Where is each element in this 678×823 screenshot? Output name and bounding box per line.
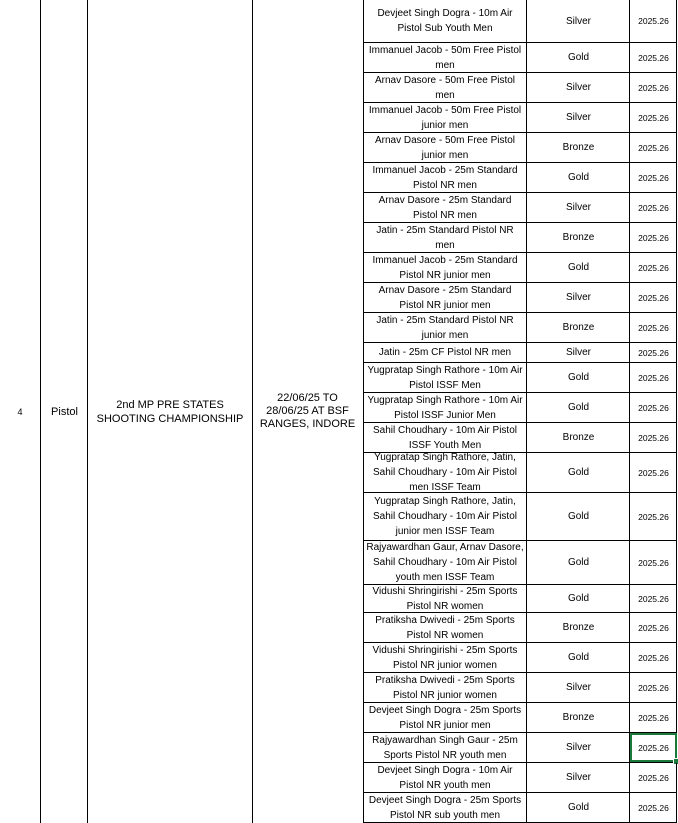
event-description-cell[interactable]: Immanuel Jacob - 50m Free Pistol junior men	[364, 103, 527, 132]
table-row	[363, 193, 677, 223]
medal-cell[interactable]: Gold	[528, 585, 630, 612]
year-cell[interactable]: 2025.26	[630, 733, 677, 762]
medal-cell[interactable]: Silver	[528, 73, 630, 102]
table-row	[363, 363, 677, 393]
table-row	[363, 73, 677, 103]
year-cell[interactable]: 2025.26	[638, 772, 669, 783]
table-row	[363, 793, 677, 823]
event-description-cell[interactable]: Yugpratap Singh Rathore, Jatin, Sahil Choudhary - 10m Air Pistol junior men ISSF Team	[364, 493, 527, 540]
table-row	[363, 103, 677, 133]
event-description-cell[interactable]: Sahil Choudhary - 10m Air Pistol ISSF Youth Men	[364, 423, 527, 452]
table-row	[363, 163, 677, 193]
year-cell[interactable]: 2025.26	[638, 432, 669, 443]
year-cell[interactable]: 2025.26	[638, 347, 669, 358]
year-cell[interactable]: 2025.26	[638, 82, 669, 93]
table-row	[363, 43, 677, 73]
year-cell[interactable]: 2025.26	[638, 262, 669, 273]
table-row	[363, 703, 677, 733]
year-cell[interactable]: 2025.26	[638, 172, 669, 183]
event-description-cell[interactable]: Pratiksha Dwivedi - 25m Sports Pistol NR junior women	[364, 673, 527, 702]
medal-cell[interactable]: Bronze	[528, 423, 630, 452]
medal-cell[interactable]: Gold	[528, 541, 630, 584]
table-row	[363, 253, 677, 283]
medal-cell[interactable]: Silver	[528, 193, 630, 222]
event-description-cell[interactable]: Arnav Dasore - 50m Free Pistol men	[364, 73, 527, 102]
year-cell[interactable]: 2025.26	[638, 682, 669, 693]
event-description-cell[interactable]: Yugpratap Singh Rathore - 10m Air Pistol ISSF Junior Men	[364, 393, 527, 422]
medal-cell[interactable]: Bronze	[528, 703, 630, 732]
medal-cell[interactable]: Gold	[528, 793, 630, 822]
medal-cell[interactable]: Gold	[528, 393, 630, 422]
medal-cell[interactable]: Silver	[528, 763, 630, 792]
event-description-cell[interactable]: Jatin - 25m Standard Pistol NR men	[364, 223, 527, 252]
year-cell[interactable]: 2025.26	[638, 292, 669, 303]
table-row	[363, 313, 677, 343]
event-description-cell[interactable]: Immanuel Jacob - 25m Standard Pistol NR men	[364, 163, 527, 192]
event-description-cell[interactable]: Devjeet Singh Dogra - 10m Air Pistol Sub Youth Men	[364, 0, 527, 42]
table-row	[363, 223, 677, 253]
table-row	[363, 133, 677, 163]
year-cell[interactable]: 2025.26	[638, 202, 669, 213]
medal-cell[interactable]: Gold	[528, 43, 630, 72]
event-description-cell[interactable]: Arnav Dasore - 50m Free Pistol junior men	[364, 133, 527, 162]
date-venue-cell[interactable]: 22/06/25 TO 28/06/25 AT BSF RANGES, INDORE	[259, 392, 356, 430]
event-description-cell[interactable]: Arnav Dasore - 25m Standard Pistol NR junior men	[364, 283, 527, 312]
event-description-cell[interactable]: Vidushi Shringirishi - 25m Sports Pistol NR women	[364, 585, 527, 612]
year-cell[interactable]: 2025.26	[638, 232, 669, 243]
year-cell[interactable]: 2025.26	[638, 557, 669, 568]
table-row	[363, 763, 677, 793]
table-row	[363, 453, 677, 493]
year-cell[interactable]: 2025.26	[638, 467, 669, 478]
medal-cell[interactable]: Silver	[528, 733, 630, 762]
medal-cell[interactable]: Silver	[528, 0, 630, 42]
year-cell[interactable]: 2025.26	[638, 16, 669, 26]
table-row	[363, 643, 677, 673]
event-description-cell[interactable]: Yugpratap Singh Rathore, Jatin, Sahil Choudhary - 10m Air Pistol men ISSF Team	[364, 453, 527, 492]
event-description-cell[interactable]: Jatin - 25m Standard Pistol NR junior men	[364, 313, 527, 342]
medal-cell[interactable]: Gold	[528, 253, 630, 282]
year-cell[interactable]: 2025.26	[638, 622, 669, 633]
event-description-cell[interactable]: Devjeet Singh Dogra - 25m Sports Pistol NR sub youth men	[364, 793, 527, 822]
event-description-cell[interactable]: Rajyawardhan Gaur, Arnav Dasore, Sahil Choudhary - 10m Air Pistol youth men ISSF Team	[364, 541, 527, 584]
event-description-cell[interactable]: Immanuel Jacob - 25m Standard Pistol NR junior men	[364, 253, 527, 282]
year-cell[interactable]: 2025.26	[638, 511, 669, 522]
table-row	[363, 343, 677, 363]
event-category-cell[interactable]: Pistol	[51, 405, 78, 418]
medal-cell[interactable]: Gold	[528, 453, 630, 492]
table-row	[363, 733, 677, 763]
event-description-cell[interactable]: Arnav Dasore - 25m Standard Pistol NR men	[364, 193, 527, 222]
table-row	[363, 585, 677, 613]
event-description-cell[interactable]: Immanuel Jacob - 50m Free Pistol men	[364, 43, 527, 72]
event-description-cell[interactable]: Rajyawardhan Singh Gaur - 25m Sports Pistol NR youth men	[364, 733, 527, 762]
championship-name-cell[interactable]: 2nd MP PRE STATES SHOOTING CHAMPIONSHIP	[96, 398, 244, 425]
medal-cell[interactable]: Gold	[528, 493, 630, 540]
table-row	[363, 541, 677, 585]
table-row	[363, 423, 677, 453]
year-cell[interactable]: 2025.26	[638, 322, 669, 333]
medal-cell[interactable]: Gold	[528, 363, 630, 392]
year-cell[interactable]: 2025.26	[638, 802, 669, 813]
year-cell[interactable]: 2025.26	[638, 112, 669, 123]
medal-cell[interactable]: Gold	[528, 643, 630, 672]
medal-cell[interactable]: Bronze	[528, 313, 630, 342]
medal-cell[interactable]: Silver	[528, 673, 630, 702]
medal-cell[interactable]: Silver	[528, 343, 630, 362]
medal-cell[interactable]: Bronze	[528, 613, 630, 642]
year-cell[interactable]: 2025.26	[638, 402, 669, 413]
year-cell[interactable]: 2025.26	[638, 52, 669, 63]
event-description-cell[interactable]: Devjeet Singh Dogra - 10m Air Pistol NR youth men	[364, 763, 527, 792]
table-row	[363, 613, 677, 643]
event-description-cell[interactable]: Devjeet Singh Dogra - 25m Sports Pistol NR junior men	[364, 703, 527, 732]
year-cell[interactable]: 2025.26	[638, 652, 669, 663]
year-cell[interactable]: 2025.26	[638, 372, 669, 383]
medal-cell[interactable]: Bronze	[528, 223, 630, 252]
year-cell[interactable]: 2025.26	[638, 142, 669, 153]
medal-cell[interactable]: Silver	[528, 103, 630, 132]
table-row	[363, 0, 677, 43]
medal-cell[interactable]: Silver	[528, 283, 630, 312]
event-description-cell[interactable]: Pratiksha Dwivedi - 25m Sports Pistol NR women	[364, 613, 527, 642]
year-cell[interactable]: 2025.26	[638, 593, 669, 604]
event-description-cell[interactable]: Vidushi Shringirishi - 25m Sports Pistol NR junior women	[364, 643, 527, 672]
table-row	[363, 283, 677, 313]
event-description-cell[interactable]: Yugpratap Singh Rathore - 10m Air Pistol ISSF Men	[364, 363, 527, 392]
table-row	[363, 493, 677, 541]
year-cell[interactable]: 2025.26	[638, 712, 669, 723]
serial-number-cell[interactable]: 4	[17, 406, 23, 417]
table-row	[363, 393, 677, 423]
medal-cell[interactable]: Gold	[528, 163, 630, 192]
medal-cell[interactable]: Bronze	[528, 133, 630, 162]
table-row	[363, 673, 677, 703]
event-description-cell[interactable]: Jatin - 25m CF Pistol NR men	[364, 343, 527, 362]
